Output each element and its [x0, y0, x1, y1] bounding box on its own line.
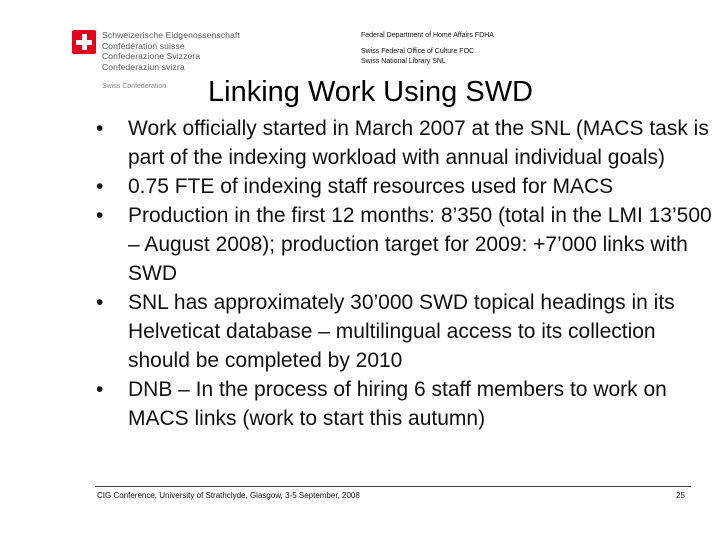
bullet-list — [112, 114, 712, 433]
bullet-item: • 0.75 FTE of indexing staff resources used for MACS — [112, 172, 712, 201]
confederation-name-de: Schweizerische Eidgenossenschaft — [102, 30, 240, 40]
footer-divider — [95, 486, 691, 487]
department-name: Federal Department of Home Affairs FDHA — [361, 32, 494, 39]
confederation-name-it: Confederazione Svizzera — [102, 51, 201, 61]
library-name: Swiss National Library SNL — [361, 58, 446, 65]
bullet-item: • SNL has approximately 30’000 SWD topical headings in its Helveticat database – multilingual access to its collection should be completed by 2010 — [112, 288, 712, 375]
confederation-name-en: Swiss Confederation — [102, 83, 167, 90]
slide-title: Linking Work Using SWD — [208, 76, 534, 108]
confederation-name-fr: Confédération suisse — [102, 40, 185, 51]
bullet-item: • Work officially started in March 2007 at the SNL (MACS task is part of the indexing workload with annual individual goals) — [112, 114, 712, 172]
bullet-item: • DNB – In the process of hiring 6 staff members to work on MACS links (work to start this autumn) — [112, 375, 712, 433]
confederation-names — [102, 30, 242, 72]
office-name: Swiss Federal Office of Culture FOC — [361, 48, 475, 55]
footer-conference: CIG Conference, University of Strathclyde, Glasgow, 3-5 September, 2008 — [97, 491, 360, 500]
page-number: 25 — [676, 491, 685, 500]
swiss-flag-icon — [72, 30, 96, 54]
bullet-item: • Production in the first 12 months: 8’350 (total in the LMI 13’500 – August 2008); production target for 2009: +7’000 links with SWD — [112, 201, 712, 288]
confederation-name-rm: Confederaziun svizra — [102, 61, 185, 72]
